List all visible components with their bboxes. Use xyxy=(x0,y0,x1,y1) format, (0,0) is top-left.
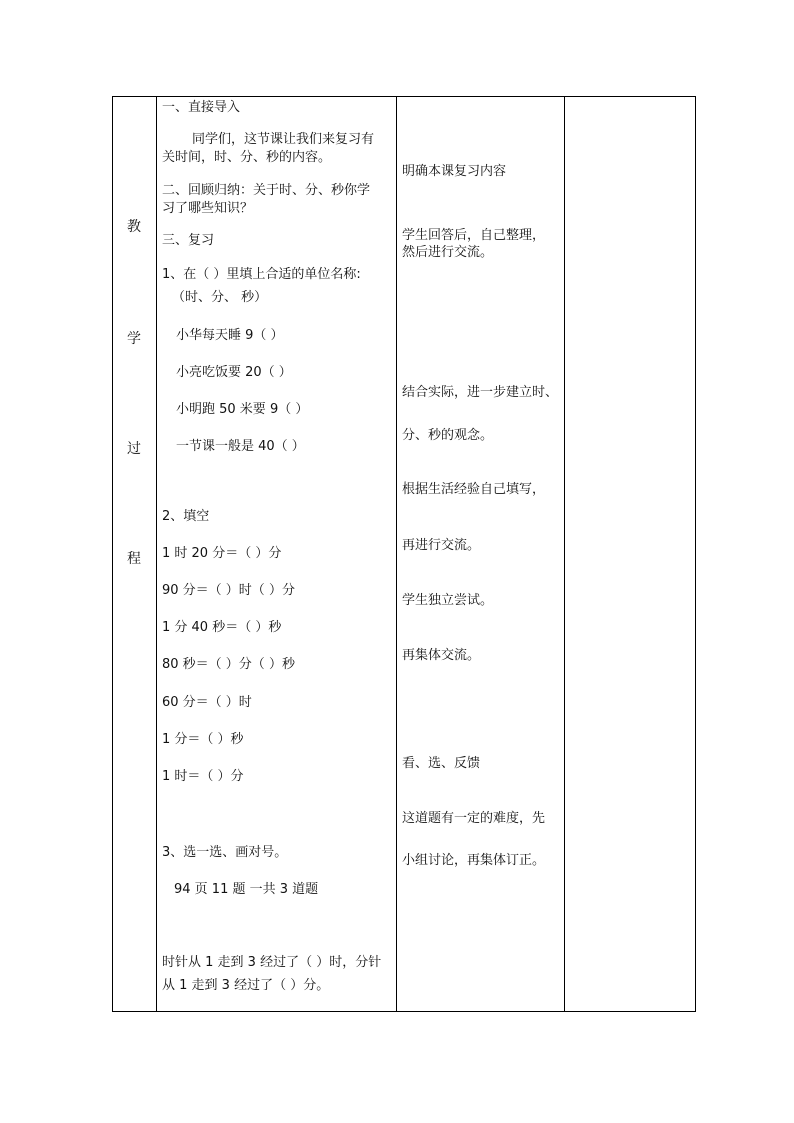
question-item: 小亮吃饭要 20（ ） xyxy=(176,365,292,380)
side-label-char: 过 xyxy=(127,441,141,457)
paragraph-line: 同学们，这节课让我们来复习有 xyxy=(192,132,375,147)
question-item: 1 时 20 分＝（ ）分 xyxy=(162,546,282,561)
paragraph-line: 关时间，时、分、秒的内容。 xyxy=(162,150,332,165)
question-item: 小明跑 50 米要 9（ ） xyxy=(176,402,309,417)
activity-note: 根据生活经验自己填写， xyxy=(402,482,546,497)
activity-note: 然后进行交流。 xyxy=(402,245,494,260)
question-item: 一节课一般是 40（ ） xyxy=(176,439,305,454)
question-item: 60 分＝（ ）时 xyxy=(162,695,252,710)
activity-note: 这道题有一定的难度，先 xyxy=(402,811,546,826)
section-title: 一、直接导入 xyxy=(162,100,241,115)
column-divider xyxy=(396,96,397,1012)
question-title: 3、选一选、画对号。 xyxy=(162,845,288,860)
question-reference: 94 页 11 题 一共 3 道题 xyxy=(174,882,319,897)
activity-note: 分、秒的观念。 xyxy=(402,428,494,443)
activity-note: 小组讨论，再集体订正。 xyxy=(402,853,546,868)
column-divider xyxy=(156,96,157,1012)
section-title: 二、回顾归纳：关于时、分、秒你学 xyxy=(162,183,371,198)
activity-note: 再集体交流。 xyxy=(402,648,481,663)
question-item: 1 分＝（ ）秒 xyxy=(162,732,244,747)
question-title: 1、在（ ）里填上合适的单位名称: xyxy=(162,267,361,282)
question-item: 90 分＝（ ）时（ ）分 xyxy=(162,583,295,598)
activity-note: 看、选、反馈 xyxy=(402,756,481,771)
question-item: 1 时＝（ ）分 xyxy=(162,769,244,784)
activity-note: 学生独立尝试。 xyxy=(402,593,494,608)
question-item: 80 秒＝（ ）分（ ）秒 xyxy=(162,657,295,672)
activity-note: 明确本课复习内容 xyxy=(402,164,507,179)
paragraph-line: 时针从 1 走到 3 经过了（ ）时，分针 xyxy=(162,955,382,970)
side-label-char: 程 xyxy=(127,551,141,567)
question-item: 1 分 40 秒＝（ ）秒 xyxy=(162,620,282,635)
activity-note: 结合实际，进一步建立时、 xyxy=(402,385,559,400)
question-title: 2、填空 xyxy=(162,509,210,524)
activity-note: 再进行交流。 xyxy=(402,538,481,553)
section-title: 三、复习 xyxy=(162,233,215,248)
side-label-char: 教 xyxy=(127,219,141,235)
question-units: （时、分、 秒） xyxy=(172,290,268,305)
paragraph-line: 从 1 走到 3 经过了（ ）分。 xyxy=(162,978,330,993)
question-item: 小华每天睡 9（ ） xyxy=(176,328,284,343)
column-divider xyxy=(564,96,565,1012)
side-label-char: 学 xyxy=(127,331,141,347)
activity-note: 学生回答后，自己整理， xyxy=(402,228,546,243)
paragraph-line: 习了哪些知识？ xyxy=(162,201,254,216)
